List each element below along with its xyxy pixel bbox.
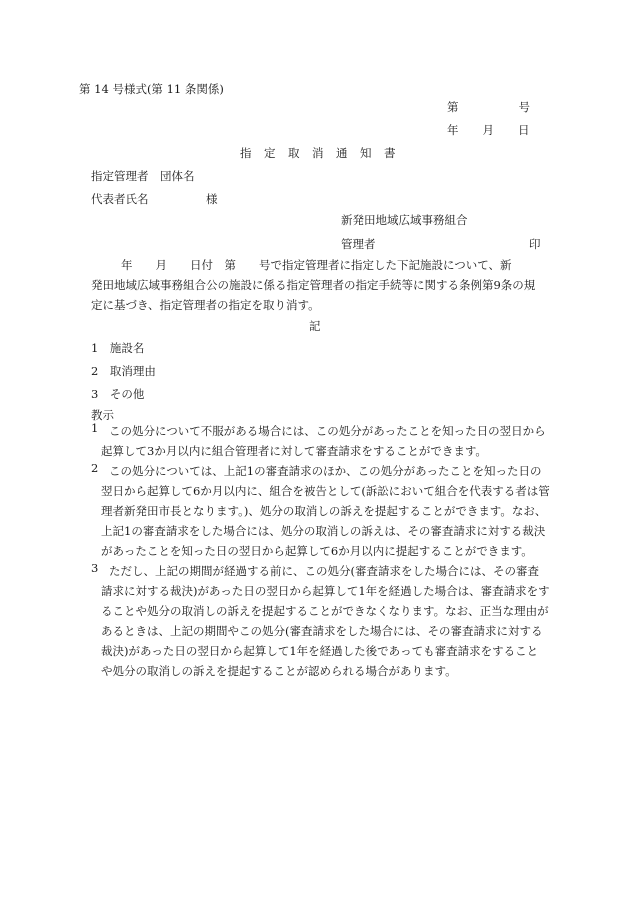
note-number: 3 — [91, 561, 99, 575]
note-line: 翌日から起算して6か月以内に、組合を被告として(訴訟において組合を代表する者は管 — [101, 484, 550, 498]
list-item-facility — [91, 340, 144, 356]
note-line: 起算して3か月以内に組合管理者に対して審査請求をすることができます。 — [101, 444, 487, 458]
list-item-label: その他 — [109, 387, 145, 401]
document-number — [447, 99, 530, 115]
list-item-reason — [91, 363, 156, 379]
note-line: があったことを知った日の翌日から起算して6か月以内に提起することができます。 — [101, 544, 533, 558]
issuer-role: 管理者 — [341, 237, 376, 251]
list-item-number: 2 — [91, 364, 99, 378]
doc-number-gou: 号 — [518, 100, 530, 114]
note-line: 理者新発田市長となります。)、処分の取消しの訴えを提起することができます。なお、 — [101, 504, 547, 518]
kyoji-heading: 教示 — [91, 408, 114, 422]
date-day: 日 — [518, 123, 530, 137]
note-line: ただし、上記の期間が経過する前に、この処分(審査請求をした場合には、その審査 — [109, 564, 539, 578]
note-1 — [91, 421, 551, 461]
issuer-organization: 新発田地域広域事務組合 — [341, 213, 468, 227]
note-line: この処分について不服がある場合には、この処分があったことを知った日の翌日から — [109, 424, 546, 438]
recipient-organization: 指定管理者 団体名 — [91, 169, 195, 183]
kyoji-notes — [91, 421, 551, 681]
note-line: 裁決)があった日の翌日から起算して1年を経過した後であっても審査請求をすること — [101, 644, 539, 658]
document-title: 指定取消通知書 — [240, 146, 408, 160]
form-number: 第 14 号様式(第 11 条関係) — [79, 82, 224, 96]
list-item-label: 施設名 — [109, 341, 145, 355]
note-3 — [91, 561, 551, 681]
list-item-number: 1 — [91, 341, 99, 355]
body-paragraph — [91, 255, 551, 315]
body-line: 発田地域広域事務組合公の施設に係る指定管理者の指定手続等に関する条例第9条の規 — [91, 278, 536, 292]
body-line: 定に基づき、指定管理者の指定を取り消す。 — [91, 298, 320, 312]
note-line: あるときは、上記の期間やこの処分(審査請求をした場合には、その審査請求に対する — [101, 624, 543, 638]
note-line: ることや処分の取消しの訴えを提起することができなくなります。なお、正当な理由が — [101, 604, 549, 618]
note-number: 2 — [91, 461, 99, 475]
note-line: や処分の取消しの訴えを提起することが認められる場合があります。 — [101, 664, 457, 678]
date-month: 月 — [482, 123, 494, 137]
date-year: 年 — [447, 123, 459, 137]
list-item-other — [91, 386, 144, 402]
recipient-representative: 代表者氏名 様 — [91, 192, 218, 206]
doc-number-dai: 第 — [447, 100, 459, 114]
list-item-number: 3 — [91, 387, 99, 401]
note-line: 上記1の審査請求をした場合には、処分の取消しの訴えは、その審査請求に対する裁決 — [101, 524, 546, 538]
seal-mark: 印 — [529, 237, 541, 251]
ki-heading: 記 — [309, 319, 321, 333]
note-number: 1 — [91, 421, 99, 435]
note-line: 請求に対する裁決)があった日の翌日から起算して1年を経過した場合は、審査請求をす — [101, 584, 550, 598]
list-item-label: 取消理由 — [109, 364, 156, 378]
note-2 — [91, 461, 551, 561]
note-line: この処分については、上記1の審査請求のほか、この処分があったことを知った日の — [109, 464, 542, 478]
body-line: 年 月 日付 第 号で指定管理者に指定した下記施設について、新 — [121, 258, 512, 272]
issue-date — [447, 122, 530, 138]
